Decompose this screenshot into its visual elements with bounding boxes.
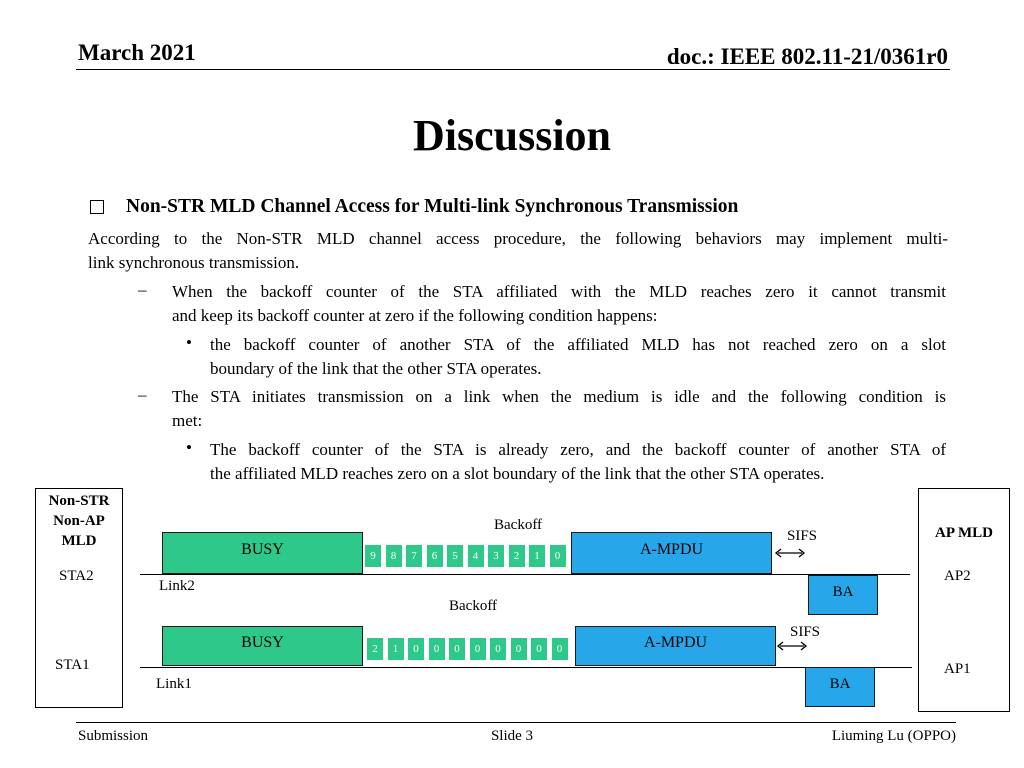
item-1-bullet-line-2: boundary of the link that the other STA operates. — [210, 359, 542, 378]
busy-block-link1: BUSY — [162, 626, 363, 666]
item-2-bullet-line-2: the affiliated MLD reaches zero on a slot boundary of the link that the other STA operates. — [210, 464, 825, 483]
bullet-marker-1: • — [186, 333, 192, 352]
sta2-label: STA2 — [59, 568, 94, 584]
item-2-line-2: met: — [172, 411, 203, 430]
backoff-slot: 4 — [468, 545, 486, 567]
item-1-bullet-line-1: the backoff counter of another STA of the affiliated MLD has not reached zero on a slot — [210, 335, 946, 354]
non-ap-label-line-3: MLD — [61, 533, 97, 549]
backoff-slot: 0 — [429, 638, 447, 660]
non-ap-mld-box — [35, 488, 123, 708]
item-1-line-1: When the backoff counter of the STA affiliated with the MLD reaches zero it cannot transmit — [172, 282, 946, 301]
ba-block-link2: BA — [808, 575, 878, 615]
ap1-label: AP1 — [944, 661, 971, 677]
backoff-label-link2: Backoff — [494, 517, 543, 533]
backoff-label-link1: Backoff — [449, 598, 498, 614]
backoff-counters-link1 — [367, 638, 577, 660]
header-doc-id: doc.: IEEE 802.11-21/0361r0 — [666, 44, 948, 69]
busy-block-link2: BUSY — [162, 532, 363, 574]
bullet-marker-2: • — [186, 438, 192, 457]
backoff-slot: 6 — [427, 545, 445, 567]
backoff-slot: 0 — [552, 638, 570, 660]
ampdu-block-link1: A-MPDU — [575, 626, 776, 666]
ap2-label: AP2 — [944, 568, 971, 584]
sifs-arrow-link2-icon — [772, 546, 808, 560]
header-rule — [76, 69, 950, 70]
item-1-line-2: and keep its backoff counter at zero if the following condition happens: — [172, 306, 658, 325]
footer-author: Liuming Lu (OPPO) — [831, 728, 956, 744]
ba-block-link1: BA — [805, 667, 875, 707]
sifs-label-link2: SIFS — [787, 528, 818, 544]
section-heading — [90, 196, 738, 218]
non-ap-mld-label — [36, 491, 122, 551]
backoff-slot: 1 — [388, 638, 406, 660]
dash-marker-1: – — [138, 280, 147, 299]
intro-line-1: According to the Non-STR MLD channel access procedure, the following behaviors may implement multi- — [88, 229, 948, 248]
item-2-line-1: The STA initiates transmission on a link when the medium is idle and the following condition is — [172, 387, 946, 406]
backoff-slot: 0 — [408, 638, 426, 660]
backoff-slot: 2 — [509, 545, 527, 567]
footer-slide-number: Slide 3 — [490, 728, 534, 744]
sta1-label: STA1 — [55, 657, 90, 673]
dash-marker-2: – — [138, 385, 147, 404]
backoff-slot: 0 — [470, 638, 488, 660]
backoff-slot: 0 — [449, 638, 467, 660]
non-ap-label-line-2: Non-AP — [53, 513, 105, 529]
backoff-slot: 3 — [488, 545, 506, 567]
sifs-label-link1: SIFS — [790, 624, 821, 640]
backoff-slot: 1 — [529, 545, 547, 567]
footer-submission: Submission — [78, 728, 149, 744]
backoff-slot: 0 — [511, 638, 529, 660]
ampdu-block-link2: A-MPDU — [571, 532, 772, 574]
intro-line-2: link synchronous transmission. — [88, 253, 300, 272]
backoff-slot: 9 — [365, 545, 383, 567]
section-heading-text: Non-STR MLD Channel Access for Multi-link Synchronous Transmission — [126, 196, 739, 217]
link1-label: Link1 — [156, 676, 192, 692]
link2-label: Link2 — [159, 578, 195, 594]
header-date: March 2021 — [78, 40, 196, 65]
ap-mld-box — [918, 488, 1010, 712]
backoff-slot: 7 — [406, 545, 424, 567]
backoff-slot: 0 — [490, 638, 508, 660]
backoff-slot: 2 — [367, 638, 385, 660]
item-2-bullet-line-1: The backoff counter of the STA is already zero, and the backoff counter of another STA of — [210, 440, 946, 459]
ap-mld-label: AP MLD — [935, 525, 993, 541]
backoff-slot: 0 — [550, 545, 568, 567]
checkbox-bullet-icon — [90, 200, 104, 214]
sifs-arrow-link1-icon — [774, 639, 810, 653]
backoff-counters-link2 — [365, 545, 575, 567]
backoff-slot: 0 — [531, 638, 549, 660]
link2-timeline — [140, 574, 910, 575]
slide-title: Discussion — [412, 111, 612, 160]
footer-rule — [76, 722, 956, 723]
link1-timeline — [140, 667, 912, 668]
backoff-slot: 8 — [386, 545, 404, 567]
non-ap-label-line-1: Non-STR — [48, 493, 110, 509]
backoff-slot: 5 — [447, 545, 465, 567]
